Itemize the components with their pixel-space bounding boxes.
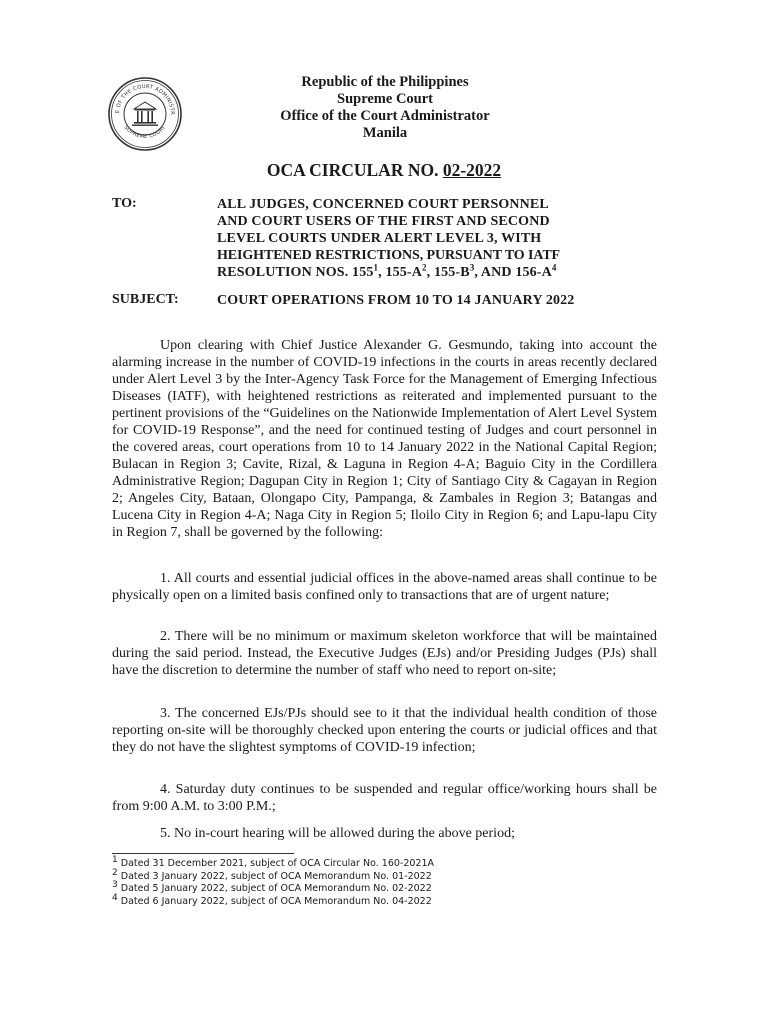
letterhead-court: Supreme Court (337, 91, 433, 107)
circular-prefix: OCA CIRCULAR NO. (266, 160, 439, 180)
circular-number: 02-2022 (442, 160, 502, 180)
to-line-4: HEIGHTENED RESTRICTIONS, PURSUANT TO IATF (217, 248, 561, 263)
court-seal-icon (107, 76, 183, 152)
footnote-ref-2: 2 (421, 262, 427, 273)
to-line-3: LEVEL COURTS UNDER ALERT LEVEL 3, WITH (217, 231, 542, 246)
subject-label: SUBJECT: (112, 292, 179, 307)
list-item (112, 825, 657, 842)
circular-title (0, 160, 768, 181)
footnote-ref-3: 3 (469, 262, 475, 273)
item-3-text: 3. The concerned EJs/PJs should see to it that the individual health condition of those reporting on-site will be thoroughly checked upon entering the courts or judicial offices and that they do not have the slightest symptoms of COVID-19 infection; (112, 706, 657, 755)
item-5-text: 5. No in-court hearing will be allowed during the above period; (160, 826, 515, 841)
to-line-2: AND COURT USERS OF THE FIRST AND SECOND (217, 214, 550, 229)
svg-text:OFFICE OF THE COURT ADMINISTRA: E OF THE COURT ADMINISTR (114, 83, 176, 115)
intro-text: Upon clearing with Chief Justice Alexander G. Gesmundo, taking into account the alarming increase in the number of COVID-19 infections in the courts in areas recently declared under Alert Level 3 by the Inter-Agency Task Force for the Management of Emerging Infectious Diseases (IATF), with heightened restrictions as reiterated and implemented pursuant to the pertinent provisions of the “Guidelines on the Nationwide Implementation of Alert Level System for COVID-19 Response”, and the need for continued testing of Judges and court personnel in the covered areas, court operations from 10 to 14 January 2022 in the National Capital Region; Bulacan in Region 3; Cavite, Rizal, & Laguna in Region 4-A; Baguio City in the Cordillera Administrative Region; Dagupan City in Region 1; City of Santiago City & Cagayan in Region 2; Angeles City, Bataan, Olongapo City, Pampanga, & Zambales in Region 3; Batangas and Lucena City in Region 4-A; Naga City in Region 5; Iloilo City in Region 6; and Lapu-lapu City in Region 7, shall be governed by the following: (112, 338, 657, 540)
footnotes (112, 854, 657, 908)
item-2-text: 2. There will be no minimum or maximum skeleton workforce that will be maintained during the said period. Instead, the Executive Judges (EJs) and/or Presiding Judges (PJs) shall have the discretion to determine the number of staff who need to report on-site; (112, 629, 657, 678)
footnote-4: $^4$ Dated 6 January 2022, subject of OCA Memorandum No. 04-2022 (112, 892, 432, 907)
letterhead (200, 74, 570, 142)
footnote-ref-1: 1 (373, 262, 379, 273)
intro-paragraph (112, 337, 657, 541)
to-line-1: ALL JUDGES, CONCERNED COURT PERSONNEL (217, 197, 549, 212)
to-addressees (217, 196, 657, 281)
to-label: TO: (112, 196, 137, 211)
footnote-3: $^3$ Dated 5 January 2022, subject of OCA Memorandum No. 02-2022 (112, 879, 432, 894)
item-1-text: 1. All courts and essential judicial offices in the above-named areas shall continue to be physically open on a limited basis confined only to transactions that are of urgent nature; (112, 571, 657, 603)
svg-text:SUPREME COURT: SUPREME COURT (122, 124, 168, 141)
letterhead-office: Office of the Court Administrator (280, 108, 490, 124)
item-4-text: 4. Saturday duty continues to be suspended and regular office/working hours shall be from 9:00 A.M. to 3:00 P.M.; (112, 782, 657, 814)
list-item (112, 705, 657, 756)
subject-text: COURT OPERATIONS FROM 10 TO 14 JANUARY 2022 (217, 293, 575, 308)
list-item (112, 628, 657, 679)
list-item (112, 781, 657, 815)
to-line-5: RESOLUTION NOS. $155^1$, $155-A^2$, $155-B^3$, AND $156-A^4$ (217, 262, 557, 280)
letterhead-city: Manila (362, 125, 408, 141)
footnote-divider (112, 853, 294, 854)
list-item (112, 570, 657, 604)
footnote-ref-4: 4 (551, 262, 557, 273)
footnote-1: $^1$ Dated 31 December 2021, subject of OCA Circular No. 160-2021A (112, 854, 435, 869)
footnote-2: $^2$ Dated 3 January 2022, subject of OCA Memorandum No. 01-2022 (112, 867, 432, 882)
letterhead-republic: Republic of the Philippines (301, 74, 469, 90)
